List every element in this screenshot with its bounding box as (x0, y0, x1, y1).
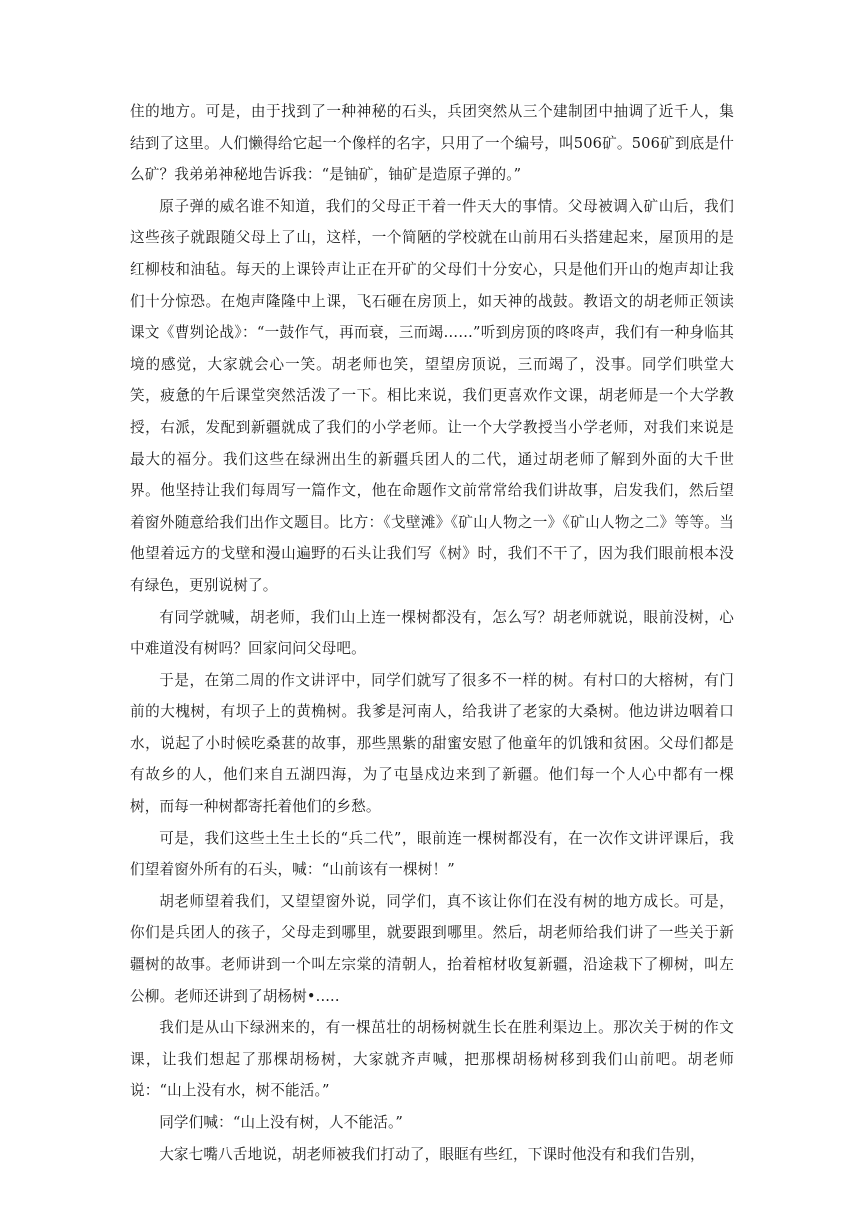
paragraph: 同学们喊：“山上没有树，人不能活。” (159, 1114, 404, 1131)
paragraph: 于是，在第二周的作文讲评中，同学们就写了很多不一样的树。有村口的大榕树，有门前的大槐树，有坝子上的黄桷树。我爹是河南人，给我讲了老家的大桑树。他边讲边咽着口水，说起了小时候吃桑葚的故事，那些黑紫的甜蜜安慰了他童年的饥饿和贫困。父母们都是有故乡的人，他们来自五湖四海，为了屯垦戍边来到了新疆。他们每一个人心中都有一棵树，而每一种树都寄托着他们的乡愁。 (130, 671, 734, 816)
paragraph: 有同学就喊，胡老师，我们山上连一棵树都没有，怎么写？胡老师就说，眼前没树，心中难道没有树吗？回家问问父母吧。 (130, 608, 734, 658)
paragraph: 原子弹的威名谁不知道，我们的父母正干着一件天大的事情。父母被调入矿山后，我们这些孩子就跟随父母上了山，这样，一个简陋的学校就在山前用石头搭建起来，屋顶用的是红柳枝和油毡。每天的上课铃声让正在开矿的父母们十分安心，只是他们开山的炮声却让我们十分惊恐。在炮声隆隆中上课，飞石砸在房顶上，如天神的战鼓。教语文的胡老师正领读课文《曹刿论战》：“一鼓作气，再而衰，三而竭……”听到房顶的咚咚声，我们有一种身临其境的感觉，大家就会心一笑。胡老师也笑，望望房顶说，三而竭了，没事。同学们哄堂大笑，疲惫的午后课堂突然活泼了一下。相比来说，我们更喜欢作文课，胡老师是一个大学教授，右派，发配到新疆就成了我们的小学老师。让一个大学教授当小学老师，对我们来说是最大的福分。我们这些在绿洲出生的新疆兵团人的二代，通过胡老师了解到外面的大千世界。他坚持让我们每周写一篇作文，他在命题作文前常常给我们讲故事，启发我们，然后望着窗外随意给我们出作文题目。比方：《戈壁滩》《矿山人物之一》《矿山人物之二》等等。当他望着远方的戈壁和漫山遍野的石头让我们写《树》时，我们不干了，因为我们眼前根本没有绿色，更别说树了。 (130, 197, 734, 594)
paragraph-continued: 住的地方。可是，由于找到了一种神秘的石头，兵团突然从三个建制团中抽调了近千人，集结到了这里。人们懒得给它起一个像样的名字，只用了一个编号，叫506矿。506矿到底是什么矿？我弟弟神秘地告诉我：“是铀矿，铀矿是造原子弹的。” (130, 103, 734, 184)
paragraph: 胡老师望着我们，又望望窗外说，同学们，真不该让你们在没有树的地方成长。可是，你们是兵团人的孩子，父母走到哪里，就要跟到哪里。然后，胡老师给我们讲了一些关于新疆树的故事。老师讲到一个叫左宗棠的清朝人，抬着棺材收复新疆，沿途栽下了柳树，叫左公柳。老师还讲到了胡杨树•..... (130, 892, 734, 1005)
paragraph: 可是，我们这些土生土长的“兵二代”，眼前连一棵树都没有，在一次作文讲评课后，我们望着窗外所有的石头，喊：“山前该有一棵树！” (130, 829, 734, 879)
paragraph: 大家七嘴八舌地说，胡老师被我们打动了，眼眶有些红，下课时他没有和我们告别， (159, 1145, 705, 1163)
article-body (130, 96, 734, 1170)
paragraph: 我们是从山下绿洲来的，有一棵茁壮的胡杨树就生长在胜利渠边上。那次关于树的作文课，让我们想起了那棵胡杨树，大家就齐声喊，把那棵胡杨树移到我们山前吧。胡老师说：“山上没有水，树不能活。” (130, 1019, 734, 1100)
